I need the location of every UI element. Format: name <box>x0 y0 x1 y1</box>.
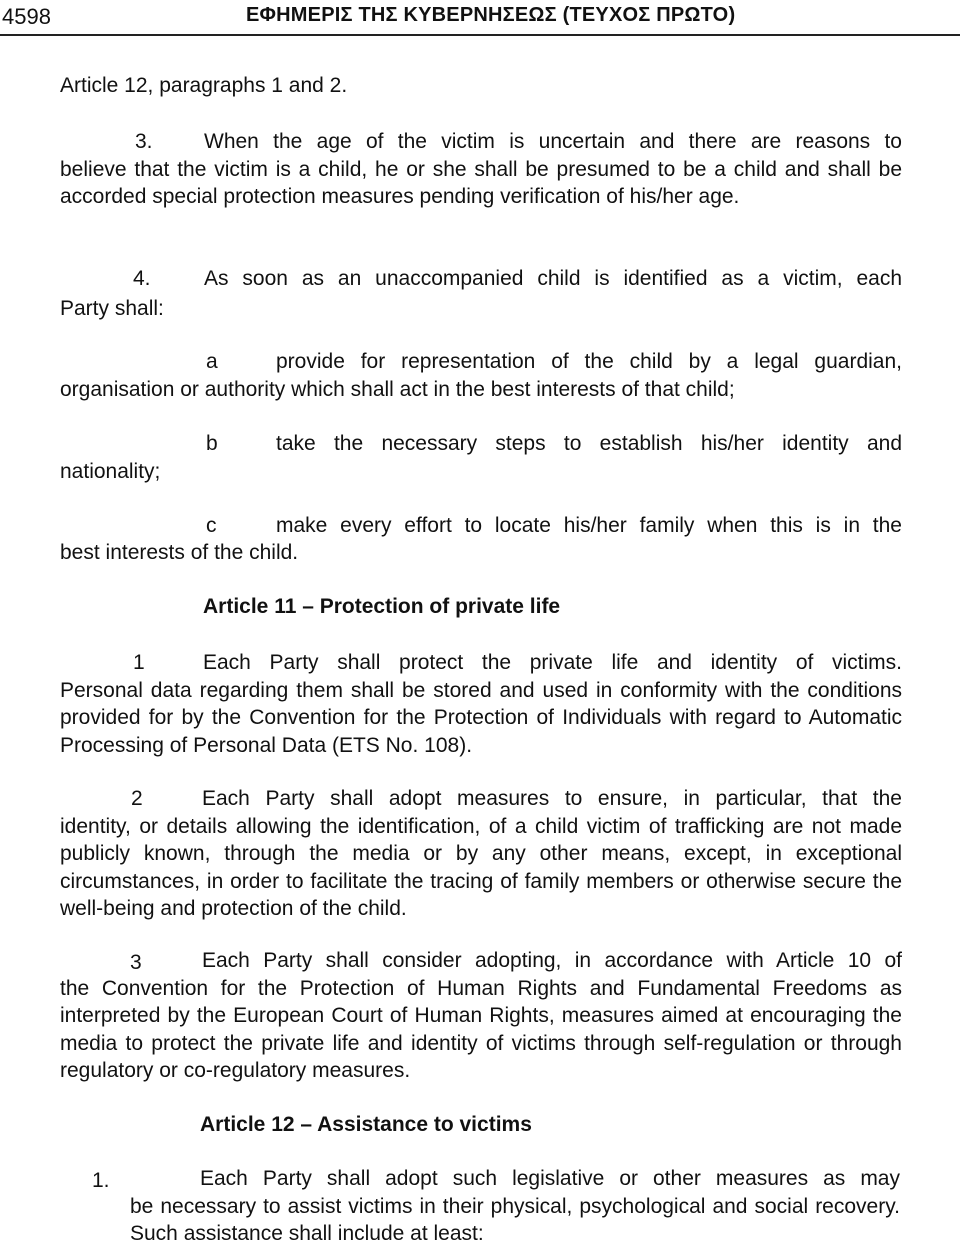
paragraph-number: 3 <box>130 951 142 974</box>
paragraph-first-line: When the age of the victim is uncertain and there are reasons to <box>204 130 902 153</box>
paragraph-number: 1 <box>133 651 145 674</box>
list-item-letter: b <box>206 432 218 455</box>
paragraph-first-line: Each Party shall adopt such legislative or other measures as may <box>200 1167 900 1190</box>
paragraph-first-line: Each Party shall protect the private life and identity of victims. <box>203 651 902 674</box>
paragraph-body: Personal data regarding them shall be stored and used in conformity with the conditions provided for by the Convention for the Protection of Individuals with regard to Automatic Processing of Personal Data (ETS No. 108). <box>60 678 902 757</box>
paragraph-first-line: Each Party shall consider adopting, in accordance with Article 10 of <box>202 949 902 972</box>
paragraph-number: 2 <box>131 787 143 810</box>
list-item-body: best interests of the child. <box>60 541 299 564</box>
paragraph-body: believe that the victim is a child, he or she shall be presumed to be a child and shall be accorded special protection measures pending verification of his/her age. <box>60 157 902 208</box>
list-item-letter: c <box>206 514 217 537</box>
paragraph-body: Party shall: <box>60 297 164 320</box>
list-item-first-line: make every effort to locate his/her family when this is in the <box>276 514 902 537</box>
list-item-first-line: take the necessary steps to establish his/her identity and <box>276 432 902 455</box>
list-item-body: nationality; <box>60 460 161 483</box>
article-heading: Article 12 – Assistance to victims <box>200 1113 532 1136</box>
paragraph-number: 1. <box>92 1169 110 1192</box>
article-heading: Article 11 – Protection of private life <box>203 595 561 618</box>
paragraph-body: the Convention for the Protection of Human Rights and Fundamental Freedoms as interpreted by the European Court of Human Rights, measures aimed at encouraging the media to protect the private life and identity of victims through self-regulation or through regulatory or co-regulatory measures. <box>60 976 902 1082</box>
reference-line: Article 12, paragraphs 1 and 2. <box>60 74 348 97</box>
paragraph-body: be necessary to assist victims in their physical, psychological and social recovery. Such assistance shall include at least: <box>130 1194 900 1245</box>
paragraph-first-line: Each Party shall adopt measures to ensure, in particular, that the <box>202 787 902 810</box>
list-item-letter: a <box>206 350 218 373</box>
paragraph-first-line: As soon as an unaccompanied child is identified as a victim, each <box>204 267 902 290</box>
paragraph-body: identity, or details allowing the identification, of a child victim of trafficking are not made publicly known, through the media or by any other means, except, in exceptional circumstances, in order to facilitate the tracing of family members or otherwise secure the well-being and protection of the child. <box>60 814 902 920</box>
page-header <box>0 0 960 36</box>
page-number: 4598 <box>2 4 51 29</box>
list-item-first-line: provide for representation of the child by a legal guardian, <box>276 350 902 373</box>
paragraph-number: 3. <box>135 130 153 153</box>
gazette-title: ΕΦΗΜΕΡΙΣ ΤΗΣ ΚΥΒΕΡΝΗΣΕΩΣ (ΤΕΥΧΟΣ ΠΡΩΤΟ) <box>246 4 736 26</box>
paragraph-number: 4. <box>133 267 151 290</box>
list-item-body: organisation or authority which shall act in the best interests of that child; <box>60 378 735 401</box>
